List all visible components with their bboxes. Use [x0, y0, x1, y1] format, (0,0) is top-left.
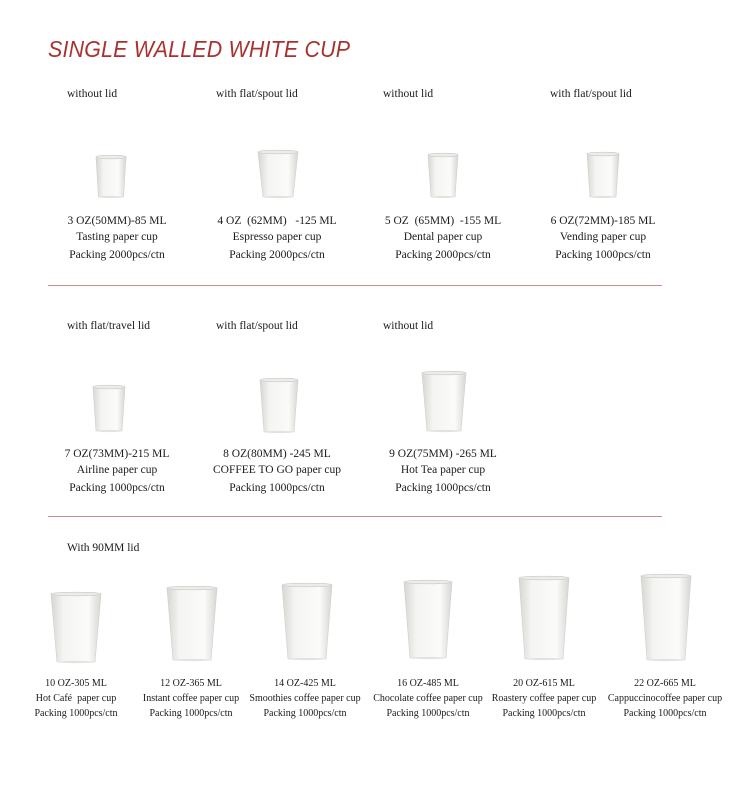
cup-image	[518, 576, 570, 660]
product-size: 12 OZ-365 ML	[160, 678, 222, 689]
cup-rim	[282, 583, 332, 587]
cup-base	[96, 430, 122, 432]
cup-body	[519, 578, 569, 659]
product-packing: Packing 1000pcs/ctn	[623, 708, 707, 719]
product-caption	[67, 213, 166, 263]
product-caption	[143, 677, 239, 722]
cup-base	[57, 661, 95, 663]
product-name: Chocolate coffee paper cup	[373, 692, 483, 704]
product-caption	[34, 677, 117, 722]
cup-base	[264, 431, 294, 433]
product-name: Vending paper cup	[559, 231, 647, 243]
product-name: Airline paper cup	[76, 464, 158, 476]
cup-base	[525, 658, 563, 660]
lid-label: without lid	[383, 88, 434, 100]
cup-rim	[519, 576, 569, 580]
product-caption	[389, 446, 497, 496]
lid-label: without lid	[67, 88, 118, 100]
product-caption	[217, 213, 336, 263]
cup-body	[258, 152, 298, 197]
product-caption	[65, 446, 170, 496]
product-name: Hot Tea paper cup	[400, 464, 486, 476]
cup-image	[421, 371, 467, 432]
lid-label: with flat/travel lid	[67, 320, 151, 332]
cup-base	[288, 658, 326, 660]
product-size: 20 OZ-615 ML	[513, 678, 575, 689]
product-name: Espresso paper cup	[232, 231, 322, 243]
cup-body	[404, 582, 452, 658]
cup-base	[647, 659, 685, 661]
cup-base	[431, 196, 455, 198]
cup-rim	[428, 153, 458, 157]
page-title: SINGLE WALLED WHITE CUP	[48, 36, 351, 62]
cup-image	[427, 153, 459, 198]
product-size: 3 OZ(50MM)-85 ML	[67, 215, 167, 227]
product-packing: Packing 1000pcs/ctn	[502, 708, 586, 719]
lid-label: With 90MM lid	[67, 542, 140, 554]
cup-image	[92, 385, 126, 432]
cup-base	[427, 430, 461, 432]
lid-label: with flat/spout lid	[550, 88, 632, 100]
product-name: Smoothies coffee paper cup	[249, 692, 361, 704]
cup-image	[166, 586, 218, 661]
cup-rim	[404, 580, 452, 584]
cup-base	[263, 196, 293, 198]
product-packing: Packing 1000pcs/ctn	[555, 249, 651, 261]
product-packing: Packing 1000pcs/ctn	[395, 482, 491, 494]
product-packing: Packing 1000pcs/ctn	[229, 482, 325, 494]
product-packing: Packing 2000pcs/ctn	[395, 249, 491, 261]
product-name: COFFEE TO GO paper cup	[213, 464, 341, 476]
cup-image	[257, 150, 299, 198]
product-caption	[213, 446, 341, 496]
lid-label: without lid	[383, 320, 434, 332]
cup-body	[587, 154, 619, 197]
cup-rim	[167, 586, 217, 590]
cup-image	[281, 583, 333, 660]
product-caption	[492, 677, 597, 722]
product-packing: Packing 2000pcs/ctn	[229, 249, 325, 261]
product-name: Dental paper cup	[403, 231, 483, 243]
cup-image	[95, 155, 127, 198]
cup-rim	[422, 371, 466, 375]
product-packing: Packing 1000pcs/ctn	[386, 708, 470, 719]
product-name: Cappuccinocoffee paper cup	[607, 692, 723, 704]
product-caption	[608, 677, 722, 722]
product-size: 9 OZ(75MM) -265 ML	[389, 448, 497, 460]
cup-image	[259, 378, 299, 433]
cup-base	[99, 196, 124, 198]
cup-rim	[587, 152, 619, 156]
cup-rim	[260, 378, 298, 382]
product-size: 16 OZ-485 ML	[397, 678, 459, 689]
cup-rim	[96, 155, 126, 159]
cup-image	[50, 592, 102, 663]
section-divider	[48, 516, 662, 517]
product-name: Instant coffee paper cup	[142, 692, 240, 704]
cup-rim	[258, 150, 298, 154]
product-size: 5 OZ (65MM) -155 ML	[384, 215, 502, 227]
product-packing: Packing 2000pcs/ctn	[69, 249, 165, 261]
cup-rim	[641, 574, 691, 578]
product-size: 7 OZ(73MM)-215 ML	[64, 448, 170, 460]
product-size: 6 OZ(72MM)-185 ML	[550, 215, 656, 227]
cup-image	[403, 580, 453, 659]
product-name: Roastery coffee paper cup	[491, 692, 597, 704]
product-caption	[373, 677, 482, 722]
cup-body	[51, 594, 101, 662]
cup-body	[422, 373, 466, 431]
cup-body	[641, 576, 691, 660]
lid-label: with flat/spout lid	[216, 88, 298, 100]
section-divider	[48, 285, 662, 286]
cup-rim	[93, 385, 125, 389]
product-size: 10 OZ-305 ML	[45, 678, 107, 689]
product-size: 4 OZ (62MM) -125 ML	[217, 215, 337, 227]
product-packing: Packing 1000pcs/ctn	[69, 482, 165, 494]
product-packing: Packing 1000pcs/ctn	[149, 708, 233, 719]
lid-label: with flat/spout lid	[216, 320, 298, 332]
cup-image	[586, 152, 620, 198]
product-caption	[249, 677, 360, 722]
cup-base	[410, 657, 446, 659]
product-size: 8 OZ(80MM) -245 ML	[223, 448, 331, 460]
product-name: Tasting paper cup	[76, 231, 158, 243]
cup-body	[282, 585, 332, 659]
cup-body	[96, 157, 126, 197]
cup-rim	[51, 592, 101, 596]
cup-image	[640, 574, 692, 661]
cup-body	[260, 380, 298, 432]
product-size: 22 OZ-665 ML	[634, 678, 696, 689]
product-caption	[551, 213, 656, 263]
product-name: Hot Café paper cup	[35, 692, 117, 704]
cup-base	[173, 659, 211, 661]
product-caption	[385, 213, 501, 263]
cup-body	[428, 155, 458, 197]
product-packing: Packing 1000pcs/ctn	[34, 708, 118, 719]
cup-body	[93, 387, 125, 431]
product-size: 14 OZ-425 ML	[274, 678, 336, 689]
product-packing: Packing 1000pcs/ctn	[263, 708, 347, 719]
cup-body	[167, 588, 217, 660]
cup-base	[590, 196, 616, 198]
